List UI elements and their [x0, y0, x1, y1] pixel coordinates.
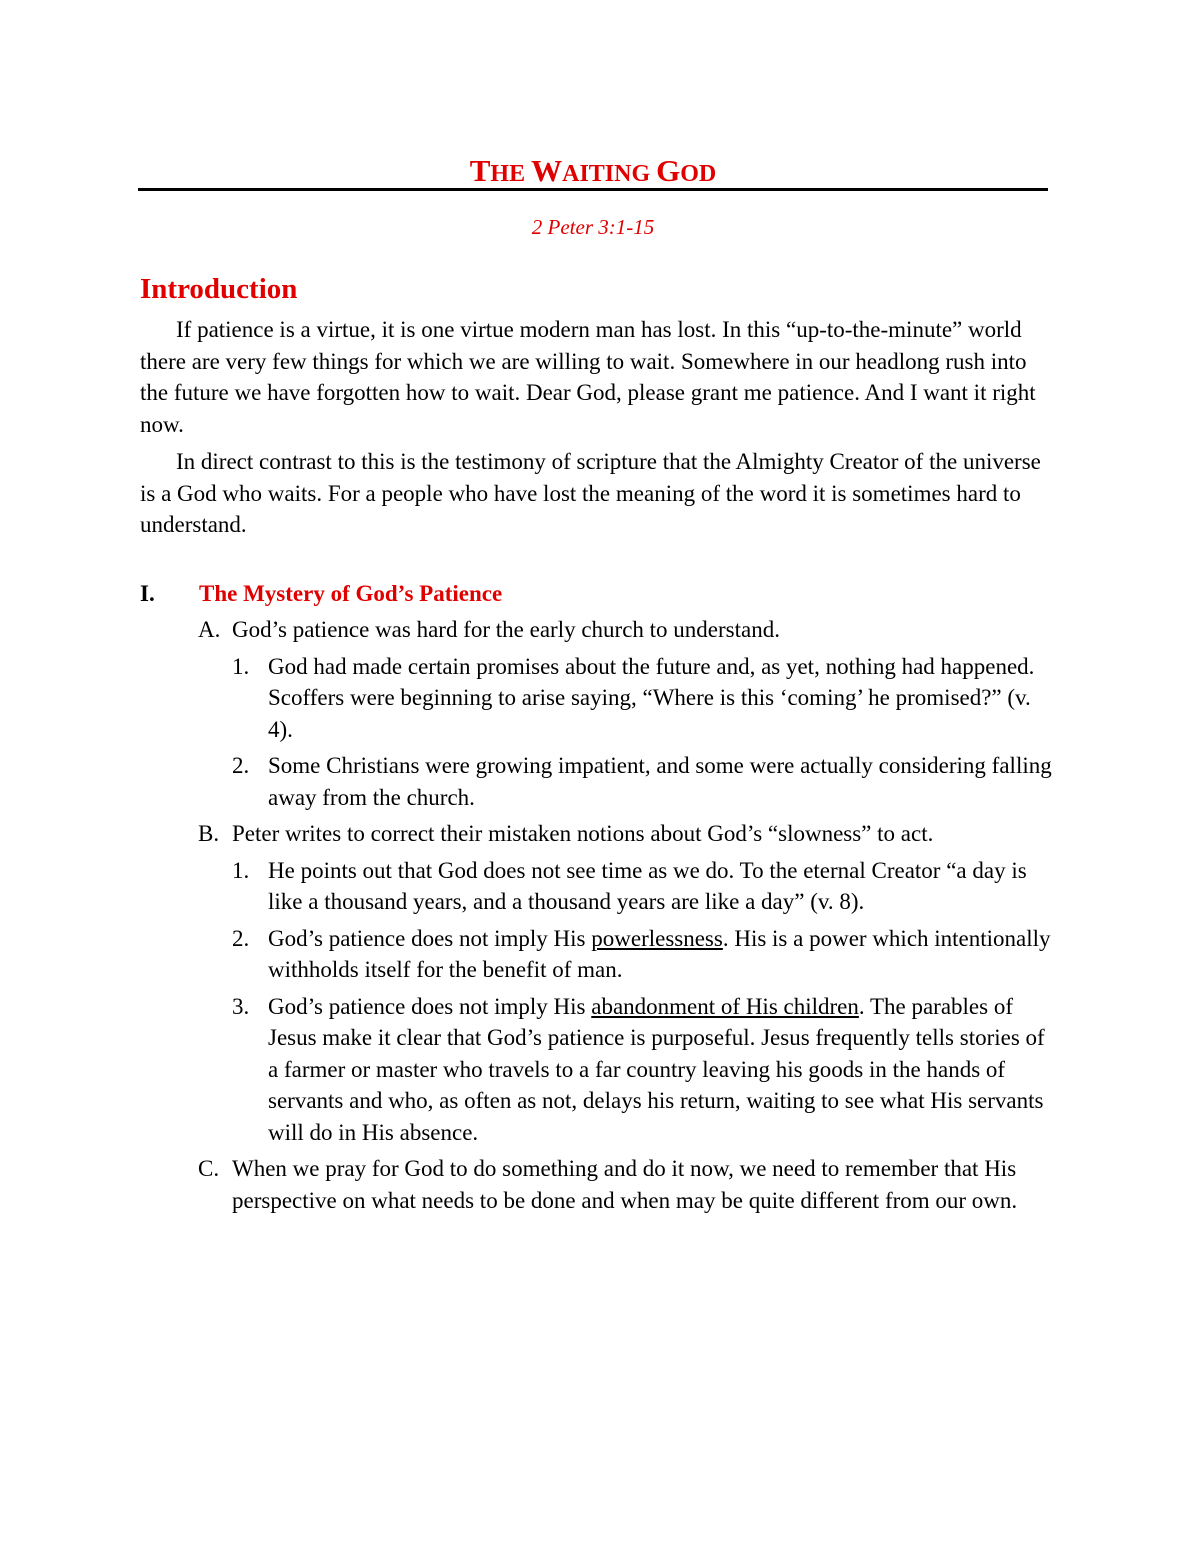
scripture-reference: 2 Peter 3:1-15	[531, 215, 655, 239]
outline-marker: A.	[198, 617, 221, 642]
text-run: . The parables of Jesus make it clear that God’s patience is purposeful. Jesus frequently tells stories of a farmer or master who travels to a far country leaving his goods in the hands of servants and who, as often as not, delays his return, waiting to see what His servants will do in His absence.	[268, 993, 1045, 1145]
introduction-heading: Introduction	[140, 273, 298, 305]
outline-text: When we pray for God to do something and do it now, we need to remember that His perspective on what needs to be done and when may be quite different from our own.	[232, 1156, 1018, 1213]
list-marker: 2.	[232, 753, 250, 778]
title-part: HE	[490, 161, 532, 187]
title-part: G	[656, 153, 681, 188]
outline-text: Peter writes to correct their mistaken notions about God’s “slowness” to act.	[232, 821, 934, 846]
text-run: . His is a power which intentionally withholds itself for the benefit of man.	[268, 925, 1051, 982]
title-part: OD	[680, 161, 717, 187]
title-part: W	[531, 153, 563, 188]
outline-marker: B.	[198, 821, 220, 846]
list-item-text: Some Christians were growing impatient, and some were actually considering falling away from the church.	[268, 753, 1052, 810]
section-numeral: I.	[140, 581, 155, 606]
section-title: The Mystery of God’s Patience	[199, 581, 503, 606]
paragraph-text: If patience is a virtue, it is one virtue modern man has lost. In this “up-to-the-minute” world there are very few things for which we are willing to wait. Somewhere in our headlong rush into the future we have forgotten how to wait. Dear God, please grant me patience. And I want it right now.	[140, 317, 1036, 437]
paragraph-text: In direct contrast to this is the testimony of scripture that the Almighty Creator of the universe is a God who waits. For a people who have lost the meaning of the word it is sometimes hard to understand.	[140, 449, 1041, 537]
list-item-text: God had made certain promises about the future and, as yet, nothing had happened. Scoffers were beginning to arise saying, “Where is this ‘coming’ he promised?” (v. 4).	[268, 653, 1035, 742]
title-part: T	[469, 153, 491, 188]
intro-paragraph-1	[140, 314, 1055, 449]
outline-item-a	[198, 614, 1058, 813]
list-item	[232, 991, 1058, 1149]
underlined-text: powerlessness	[591, 925, 723, 951]
sub-list	[232, 855, 1058, 1149]
list-marker: 1.	[232, 857, 250, 883]
list-item	[232, 651, 1058, 746]
outline-item-c	[198, 1153, 1058, 1216]
outline-item-b	[198, 818, 1058, 1148]
document-title	[138, 155, 1048, 186]
section-outline	[198, 614, 1058, 1220]
list-item-text	[268, 991, 1058, 1149]
list-item	[232, 855, 1058, 918]
list-item-text	[268, 923, 1058, 986]
sub-list	[232, 651, 1058, 814]
list-item	[232, 750, 1058, 813]
list-item-text: He points out that God does not see time as we do. To the eternal Creator “a day is like a thousand years, and a thousand years are like a day” (v. 8).	[268, 857, 1027, 914]
title-divider	[138, 188, 1048, 191]
outline-text: God’s patience was hard for the early church to understand.	[232, 617, 780, 642]
list-item	[232, 923, 1058, 986]
text-run: God’s patience does not imply His	[268, 993, 592, 1019]
intro-paragraph-2	[140, 446, 1055, 550]
list-marker: 1.	[232, 653, 250, 679]
text-run: God’s patience does not imply His	[268, 925, 592, 951]
underlined-text: abandonment of His children	[591, 993, 859, 1019]
outline-marker: C.	[198, 1156, 220, 1181]
list-marker: 3.	[232, 993, 250, 1019]
title-part: AITING	[562, 161, 657, 187]
list-marker: 2.	[232, 925, 250, 951]
